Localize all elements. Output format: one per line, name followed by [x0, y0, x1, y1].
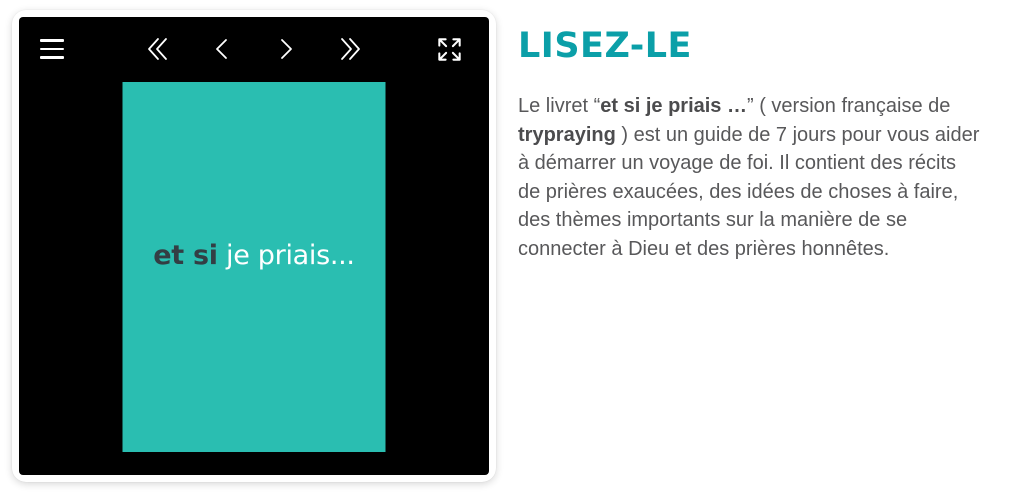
page-nav-group [146, 36, 362, 62]
book-cover-title-rest: je priais... [217, 239, 355, 271]
next-page-button[interactable] [274, 36, 298, 62]
flipbook-toolbar [19, 29, 489, 69]
chevron-left-icon [210, 36, 234, 62]
content-section [518, 24, 980, 263]
book-cover[interactable] [123, 82, 386, 452]
menu-button[interactable] [40, 39, 64, 58]
double-chevron-left-icon [146, 36, 170, 62]
fullscreen-expand-icon [434, 34, 465, 65]
double-chevron-right-icon [338, 36, 362, 62]
prev-page-button[interactable] [210, 36, 234, 62]
flipbook-viewer [12, 10, 496, 482]
last-page-button[interactable] [338, 36, 362, 62]
book-cover-title [153, 240, 354, 271]
fullscreen-button[interactable] [434, 34, 465, 65]
first-page-button[interactable] [146, 36, 170, 62]
section-heading: LISEZ-LE [518, 26, 692, 66]
description-paragraph: Le livret “et si je priais …” ( version française de trypraying ) est un guide de 7 jours pour vous aider à démarrer un voyage de foi. Il contient des récits de prières exaucées, des idées de choses à faire, des thèmes importants sur la manière de se connecter à Dieu et des prières honnêtes. [518, 95, 980, 260]
flipbook-stage [19, 17, 489, 475]
book-cover-title-bold: et si [153, 239, 218, 271]
chevron-right-icon [274, 36, 298, 62]
hamburger-icon [40, 39, 64, 58]
